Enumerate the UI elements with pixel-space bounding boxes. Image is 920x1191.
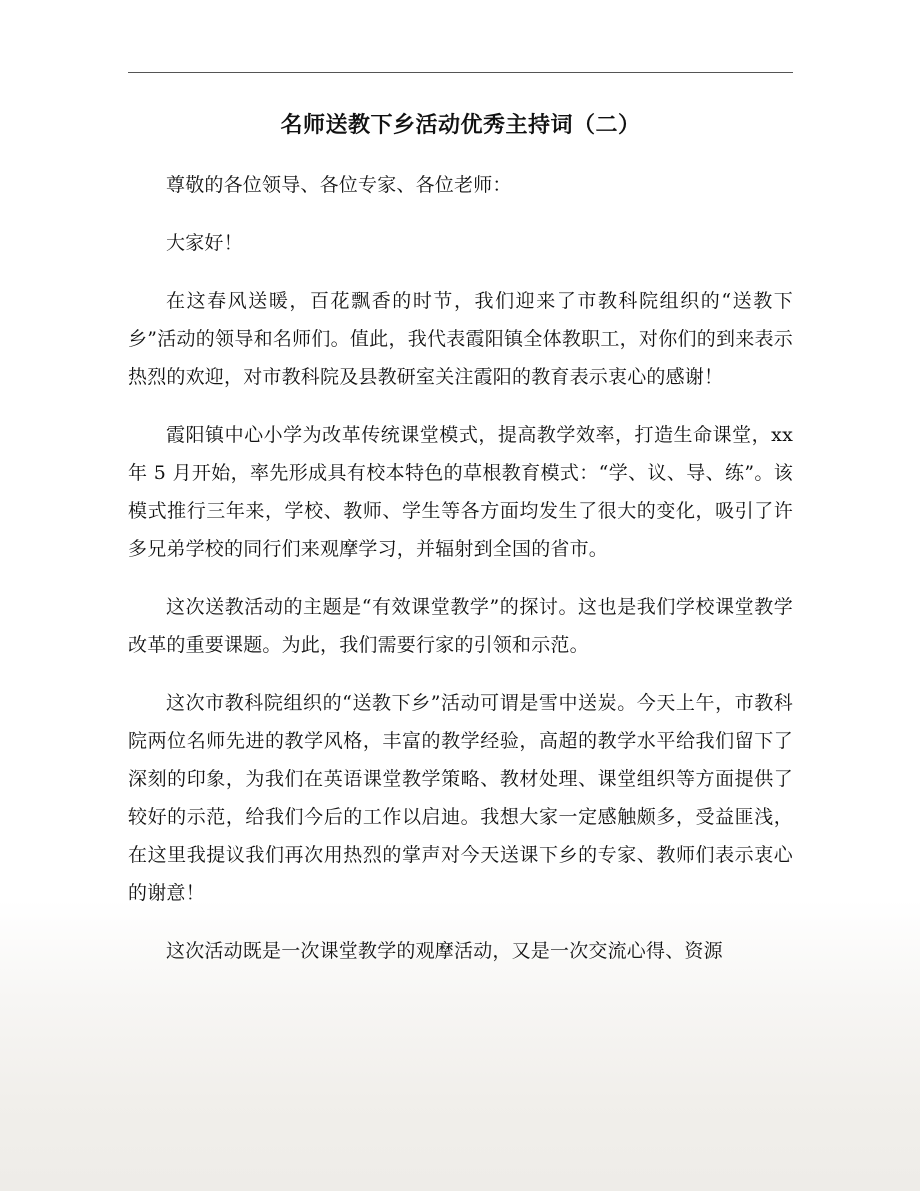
paragraph: 这次市教科院组织的“送教下乡”活动可谓是雪中送炭。今天上午，市教科院两位名师先进的教学风格，丰富的教学经验，高超的教学水平给我们留下了深刻的印象，为我们在英语课堂教学策略、教材处理、课堂组织等方面提供了较好的示范，给我们今后的工作以启迪。我想大家一定感触颇多，受益匪浅，在这里我提议我们再次用热烈的掌声对今天送课下乡的专家、教师们表示衷心的谢意！ [128,692,793,904]
document-title: 名师送教下乡活动优秀主持词（二） [280,112,641,138]
paragraph: 霞阳镇中心小学为改革传统课堂模式，提高教学效率，打造生命课堂，xx 年 5 月开始，率先形成具有校本特色的草根教育模式：“学、议、导、练”。该模式推行三年来，学校、教师、学生等各方面均发生了很大的变化，吸引了许多兄弟学校的同行们来观摩学习，并辐射到全国的省市。 [128,424,793,560]
salutation: 尊敬的各位领导、各位专家、各位老师： [166,174,512,196]
document-body [128,166,793,990]
paragraph: 这次活动既是一次课堂教学的观摩活动，又是一次交流心得、资源 [166,940,723,962]
greeting: 大家好！ [166,232,243,254]
paragraph: 这次送教活动的主题是“有效课堂教学”的探讨。这也是我们学校课堂教学改革的重要课题。为此，我们需要行家的引领和示范。 [128,596,793,656]
paragraph: 在这春风送暖，百花飘香的时节，我们迎来了市教科院组织的“送教下乡”活动的领导和名师们。值此，我代表霞阳镇全体教职工，对你们的到来表示热烈的欢迎，对市教科院及县教研室关注霞阳的教育表示衷心的感谢！ [128,290,793,388]
header-rule [128,72,793,73]
